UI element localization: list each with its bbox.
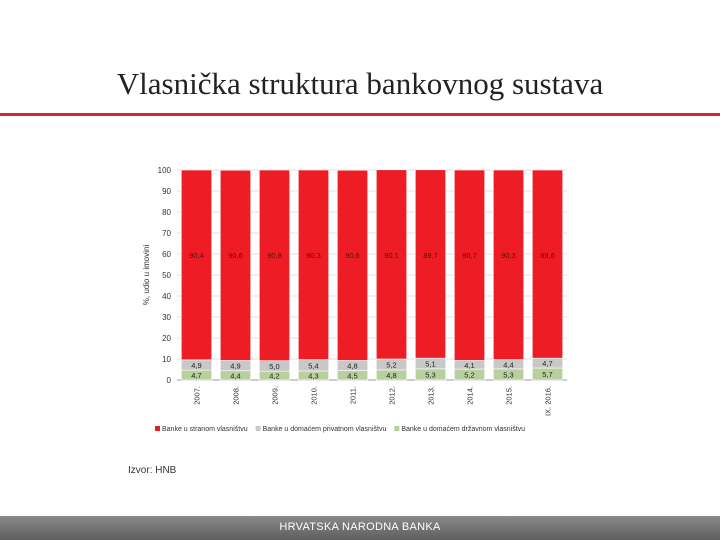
data-label: 5,3 bbox=[425, 370, 436, 380]
data-label: 4,9 bbox=[191, 360, 202, 370]
y-tick-label: 10 bbox=[162, 355, 171, 364]
data-label: 4,4 bbox=[230, 371, 241, 381]
ownership-chart bbox=[135, 158, 585, 443]
data-label: 4,7 bbox=[191, 371, 202, 381]
footer-text: HRVATSKA NARODNA BANKA bbox=[279, 521, 441, 533]
bar-segment bbox=[181, 170, 211, 360]
legend-swatch bbox=[155, 426, 160, 431]
x-tick-label: 2011. bbox=[348, 386, 358, 405]
data-label: 4,7 bbox=[542, 359, 553, 369]
bar-segment bbox=[259, 170, 289, 361]
data-label: 4,8 bbox=[386, 370, 397, 380]
title-divider bbox=[0, 113, 720, 116]
footer-bar bbox=[0, 516, 720, 540]
y-tick-label: 50 bbox=[162, 271, 171, 280]
bar-segment bbox=[532, 170, 562, 358]
y-tick-label: 90 bbox=[162, 187, 171, 196]
data-label: 4,8 bbox=[347, 361, 358, 371]
x-tick-label: 2015. bbox=[504, 386, 514, 405]
x-tick-label: 2007. bbox=[192, 386, 202, 405]
data-label: 89,6 bbox=[540, 251, 555, 260]
data-label: 90,3 bbox=[501, 251, 516, 260]
x-tick-label: 2010. bbox=[309, 386, 319, 405]
data-label: 4,1 bbox=[464, 360, 475, 370]
bar-segment bbox=[454, 170, 484, 360]
y-tick-label: 60 bbox=[162, 250, 171, 259]
data-label: 89,7 bbox=[423, 251, 438, 260]
x-tick-label: IX. 2016. bbox=[543, 386, 553, 417]
data-label: 90,7 bbox=[462, 251, 477, 260]
y-axis-label: %, udio u imovini bbox=[142, 244, 151, 306]
data-label: 5,0 bbox=[269, 361, 280, 371]
y-tick-label: 20 bbox=[162, 334, 171, 343]
data-label: 5,1 bbox=[425, 359, 436, 369]
y-tick-label: 40 bbox=[162, 292, 171, 301]
data-label: 5,3 bbox=[503, 370, 514, 380]
legend-swatch bbox=[394, 426, 399, 431]
x-tick-label: 2008. bbox=[231, 386, 241, 405]
data-label: 5,2 bbox=[464, 370, 475, 380]
data-label: 5,7 bbox=[542, 370, 553, 380]
data-label: 90,6 bbox=[228, 251, 243, 260]
data-label: 4,3 bbox=[308, 371, 319, 381]
data-label: 4,4 bbox=[503, 360, 514, 370]
bar-segment bbox=[220, 170, 250, 360]
data-label: 5,2 bbox=[386, 360, 397, 370]
y-tick-label: 30 bbox=[162, 313, 171, 322]
data-label: 90,6 bbox=[345, 251, 360, 260]
data-label: 4,5 bbox=[347, 371, 358, 381]
data-label: 90,4 bbox=[189, 251, 204, 260]
bar-segment bbox=[415, 170, 445, 358]
x-tick-label: 2013. bbox=[426, 386, 436, 405]
x-tick-label: 2014. bbox=[465, 386, 475, 405]
y-tick-label: 80 bbox=[162, 208, 171, 217]
bar-segment bbox=[376, 170, 406, 359]
data-label: 90,3 bbox=[306, 251, 321, 260]
data-label: 4,2 bbox=[269, 371, 280, 381]
data-label: 90,1 bbox=[384, 251, 399, 260]
bar-segment bbox=[337, 170, 367, 360]
bar-segment bbox=[493, 170, 523, 360]
bar-segment bbox=[298, 170, 328, 360]
data-label: 4,9 bbox=[230, 361, 241, 371]
legend-label: Banke u domaćem privatnom vlasništvu bbox=[262, 426, 387, 433]
x-tick-label: 2009. bbox=[270, 386, 280, 405]
slide-title: Vlasnička struktura bankovnog sustava bbox=[116, 66, 604, 101]
legend-label: Banke u stranom vlasništvu bbox=[162, 426, 248, 433]
x-tick-label: 2012. bbox=[387, 386, 397, 405]
y-tick-label: 100 bbox=[157, 166, 171, 175]
data-label: 90,8 bbox=[267, 251, 282, 260]
chart-canvas bbox=[135, 158, 585, 443]
y-tick-label: 70 bbox=[162, 229, 171, 238]
data-label: 5,4 bbox=[308, 361, 319, 371]
legend-swatch bbox=[256, 426, 261, 431]
source-note: Izvor: HNB bbox=[128, 465, 177, 476]
y-tick-label: 0 bbox=[166, 376, 171, 385]
legend-label: Banke u domaćem državnom vlasništvu bbox=[401, 426, 526, 433]
